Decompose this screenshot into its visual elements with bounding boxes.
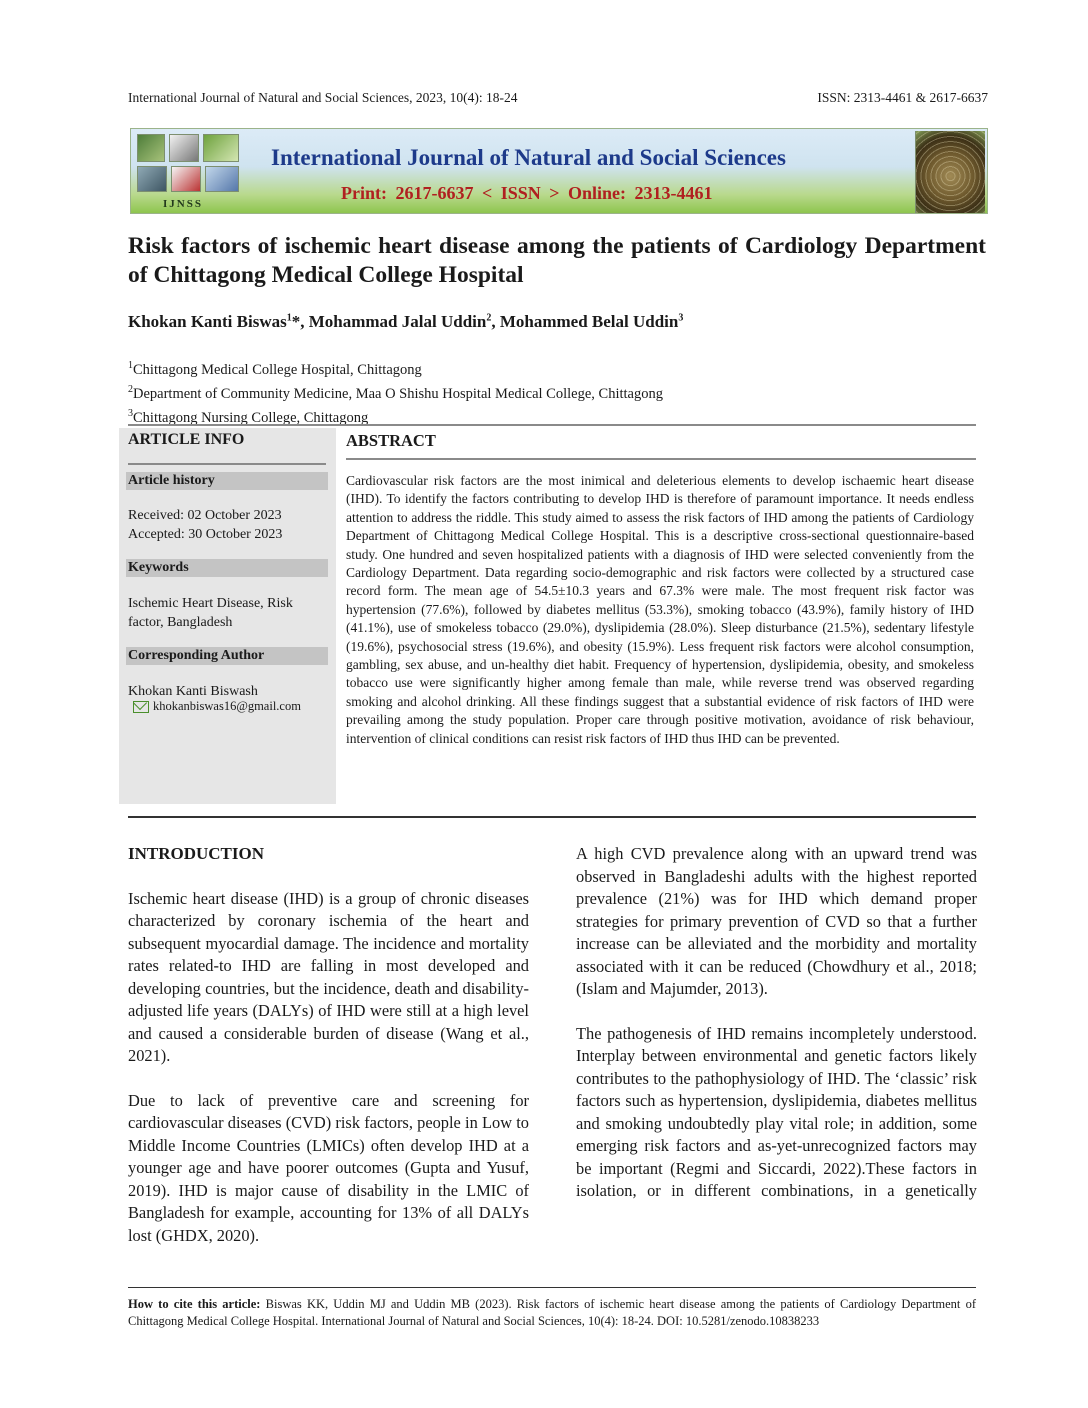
divider <box>346 458 976 460</box>
affiliation-sup: 3 <box>128 407 133 419</box>
body-paragraph: Ischemic heart disease (IHD) is a group of chronic diseases characterized by coronary ischemia of the heart and subsequent myocardial damage. The incidence and mortality rates related-to IHD are falling in most developed and developing countries, but the incidence, death and disability-adjusted life years (DALYs) of IHD were still at a high level and caused a considerable burden of disease (Wang et al., 2021). <box>128 888 529 1065</box>
body-column-right <box>576 843 977 1225</box>
author-sup: 3 <box>678 312 684 324</box>
author-name: Mohammed Belal Uddin <box>499 312 679 331</box>
author-name: Mohammad Jalal Uddin <box>308 312 487 331</box>
divider <box>128 463 326 465</box>
mail-icon <box>133 701 149 713</box>
banner-logo-text: IJNSS <box>163 198 203 210</box>
body-paragraph: Due to lack of preventive care and screening for cardiovascular diseases (CVD) risk factors, people in Low to Middle Income Countries (LMICs) often develop IHD at a younger age and have poorer outcomes (Gupta and Yusuf, 2019). IHD is major cause of disability in the LMIC of Bangladesh for example, accounting for 13% of all DALYs lost (GHDX, 2020). <box>128 1090 529 1245</box>
accepted-date: Accepted: 30 October 2023 <box>128 527 283 542</box>
banner-issn-line: Print: 2617-6637 < ISSN > Online: 2313-4461 <box>341 183 713 203</box>
affiliation-text: Department of Community Medicine, Maa O Shishu Hospital Medical College, Chittagong <box>133 385 663 402</box>
divider <box>128 1287 976 1288</box>
section-heading: INTRODUCTION <box>128 844 265 863</box>
author-name: Khokan Kanti Biswas <box>128 312 287 331</box>
keywords-text: Ischemic Heart Disease, Risk factor, Bangladesh <box>128 596 293 630</box>
body-paragraph: A high CVD prevalence along with an upward trend was observed in Bangladeshi adults with the highest reported prevalence (21%) was for IHD which demand proper strategies for primary prevention of CVD so that a further increase can be alleviated and the morbidity and mortality associated with it can be reduced (Chowdhury et al., 2018; (Islam and Majumder, 2013). <box>576 844 977 998</box>
affiliation-list <box>128 356 663 427</box>
affiliation-sup: 1 <box>128 360 133 371</box>
corresponding-author-name: Khokan Kanti Biswash <box>128 684 258 699</box>
abstract-text: Cardiovascular risk factors are the most inimical and deleterious elements to develop ischaemic heart disease (IHD). To identify the factors contributing to develop IHD is therefore of paramount importance. It needs endless attention to address the riddle. This study aimed to assess the risk factors of IHD among the patients of Cardiology Department of Chittagong Medical College Hospital. This is a descriptive cross-sectional questionnaire-based study. One hundred and seven hospitalized patients with a diagnosis of IHD were selected conveniently from the Cardiology Department. Data regarding socio-demographic and risk factors were collected by a structured case record form. The mean age of 54.5±10.3 years and 67.3% were male. The most frequent risk factor was hypertension (77.6%), followed by diabetes mellitus (53.3%), smoking tobacco (43.9%), family history of IHD (41.1%), use of smokeless tobacco (29.0%), dyslipidemia (28.0%). Sleep disturbance (21.5%), sedentary lifestyle (19.6%), psychosocial stress (19.6%), and obesity (15.9%). Less frequent risk factors were alcohol consumption, gambling, sex abuse, and un-healthy diet habit. Frequency of hypertension, dyslipidemia, obesity, and smokeless tobacco use were significantly higher among female than male, while reverse trend was observed regarding smoking and alcohol drinking. All these findings suggest that a substantial evidence of risk factors of IHD were prevailing among the study population. Proper care through positive motivation, avoidance of risk behaviour, intervention of clinical conditions can resist risk factors of IHD thus IHD can be prevented. <box>346 473 974 746</box>
citation-label: How to cite this article: <box>128 1297 261 1311</box>
body-column-left <box>128 843 529 1269</box>
running-head <box>128 90 988 106</box>
article-history-label: Article history <box>126 472 328 490</box>
affiliation-text: Chittagong Nursing College, Chittagong <box>133 409 369 426</box>
keywords-label: Keywords <box>126 559 328 577</box>
divider <box>128 424 976 426</box>
email-row[interactable] <box>133 699 301 714</box>
affiliation-sup: 2 <box>128 383 133 395</box>
banner-journal-title: International Journal of Natural and Social Sciences <box>271 145 786 170</box>
article-info-panel <box>119 428 336 804</box>
issn-header: ISSN: 2313-4461 & 2617-6637 <box>817 90 988 105</box>
journal-banner <box>130 128 988 214</box>
corresponding-author-label: Corresponding Author <box>126 647 328 665</box>
citation-text: Biswas KK, Uddin MJ and Uddin MB (2023). Risk factors of ischemic heart disease among the patients of Cardiology Department of Chittagong Medical College Hospital. International Journal of Natural and Social Sciences, 10(4): 18-24. DOI: 10.5281/zenodo.10838233 <box>128 1297 976 1328</box>
author-list: Khokan Kanti Biswas$^1$*, Mohammad Jalal Uddin$^2$, Mohammed Belal Uddin$^3$ <box>128 312 684 331</box>
abstract-heading: ABSTRACT <box>346 431 436 450</box>
corresponding-mark: * <box>291 312 301 331</box>
article-info-heading: ARTICLE INFO <box>128 431 245 448</box>
affiliation-text: Chittagong Medical College Hospital, Chittagong <box>133 361 422 378</box>
author-sup: 2 <box>486 312 492 324</box>
divider <box>128 816 976 818</box>
email-link[interactable]: khokanbiswas16@gmail.com <box>153 699 301 713</box>
affiliation <box>128 356 663 380</box>
citation-footer <box>128 1296 976 1329</box>
author-sup: 1 <box>286 312 292 324</box>
article-title: Risk factors of ischemic heart disease among the patients of Cardiology Department of Chittagong Medical College Hospital <box>128 233 986 288</box>
received-date: Received: 02 October 2023 <box>128 508 282 523</box>
affiliation <box>128 380 663 404</box>
banner-collage-image <box>135 132 253 212</box>
cactus-image <box>915 131 985 213</box>
body-paragraph: The pathogenesis of IHD remains incompletely understood. Interplay between environmental and genetic factors likely contributes to the pathophysiology of IHD. The ‘classic’ risk factors such as hypertension, dyslipidemia, diabetes mellitus and smoking undoubtedly play vital role; in addition, some emerging risk factors and as-yet-unrecognized factors may be important (Regmi and Siccardi, 2022).These factors in isolation, or in different combinations, in a genetically <box>576 1023 977 1200</box>
journal-citation-header: International Journal of Natural and Social Sciences, 2023, 10(4): 18-24 <box>128 90 518 105</box>
